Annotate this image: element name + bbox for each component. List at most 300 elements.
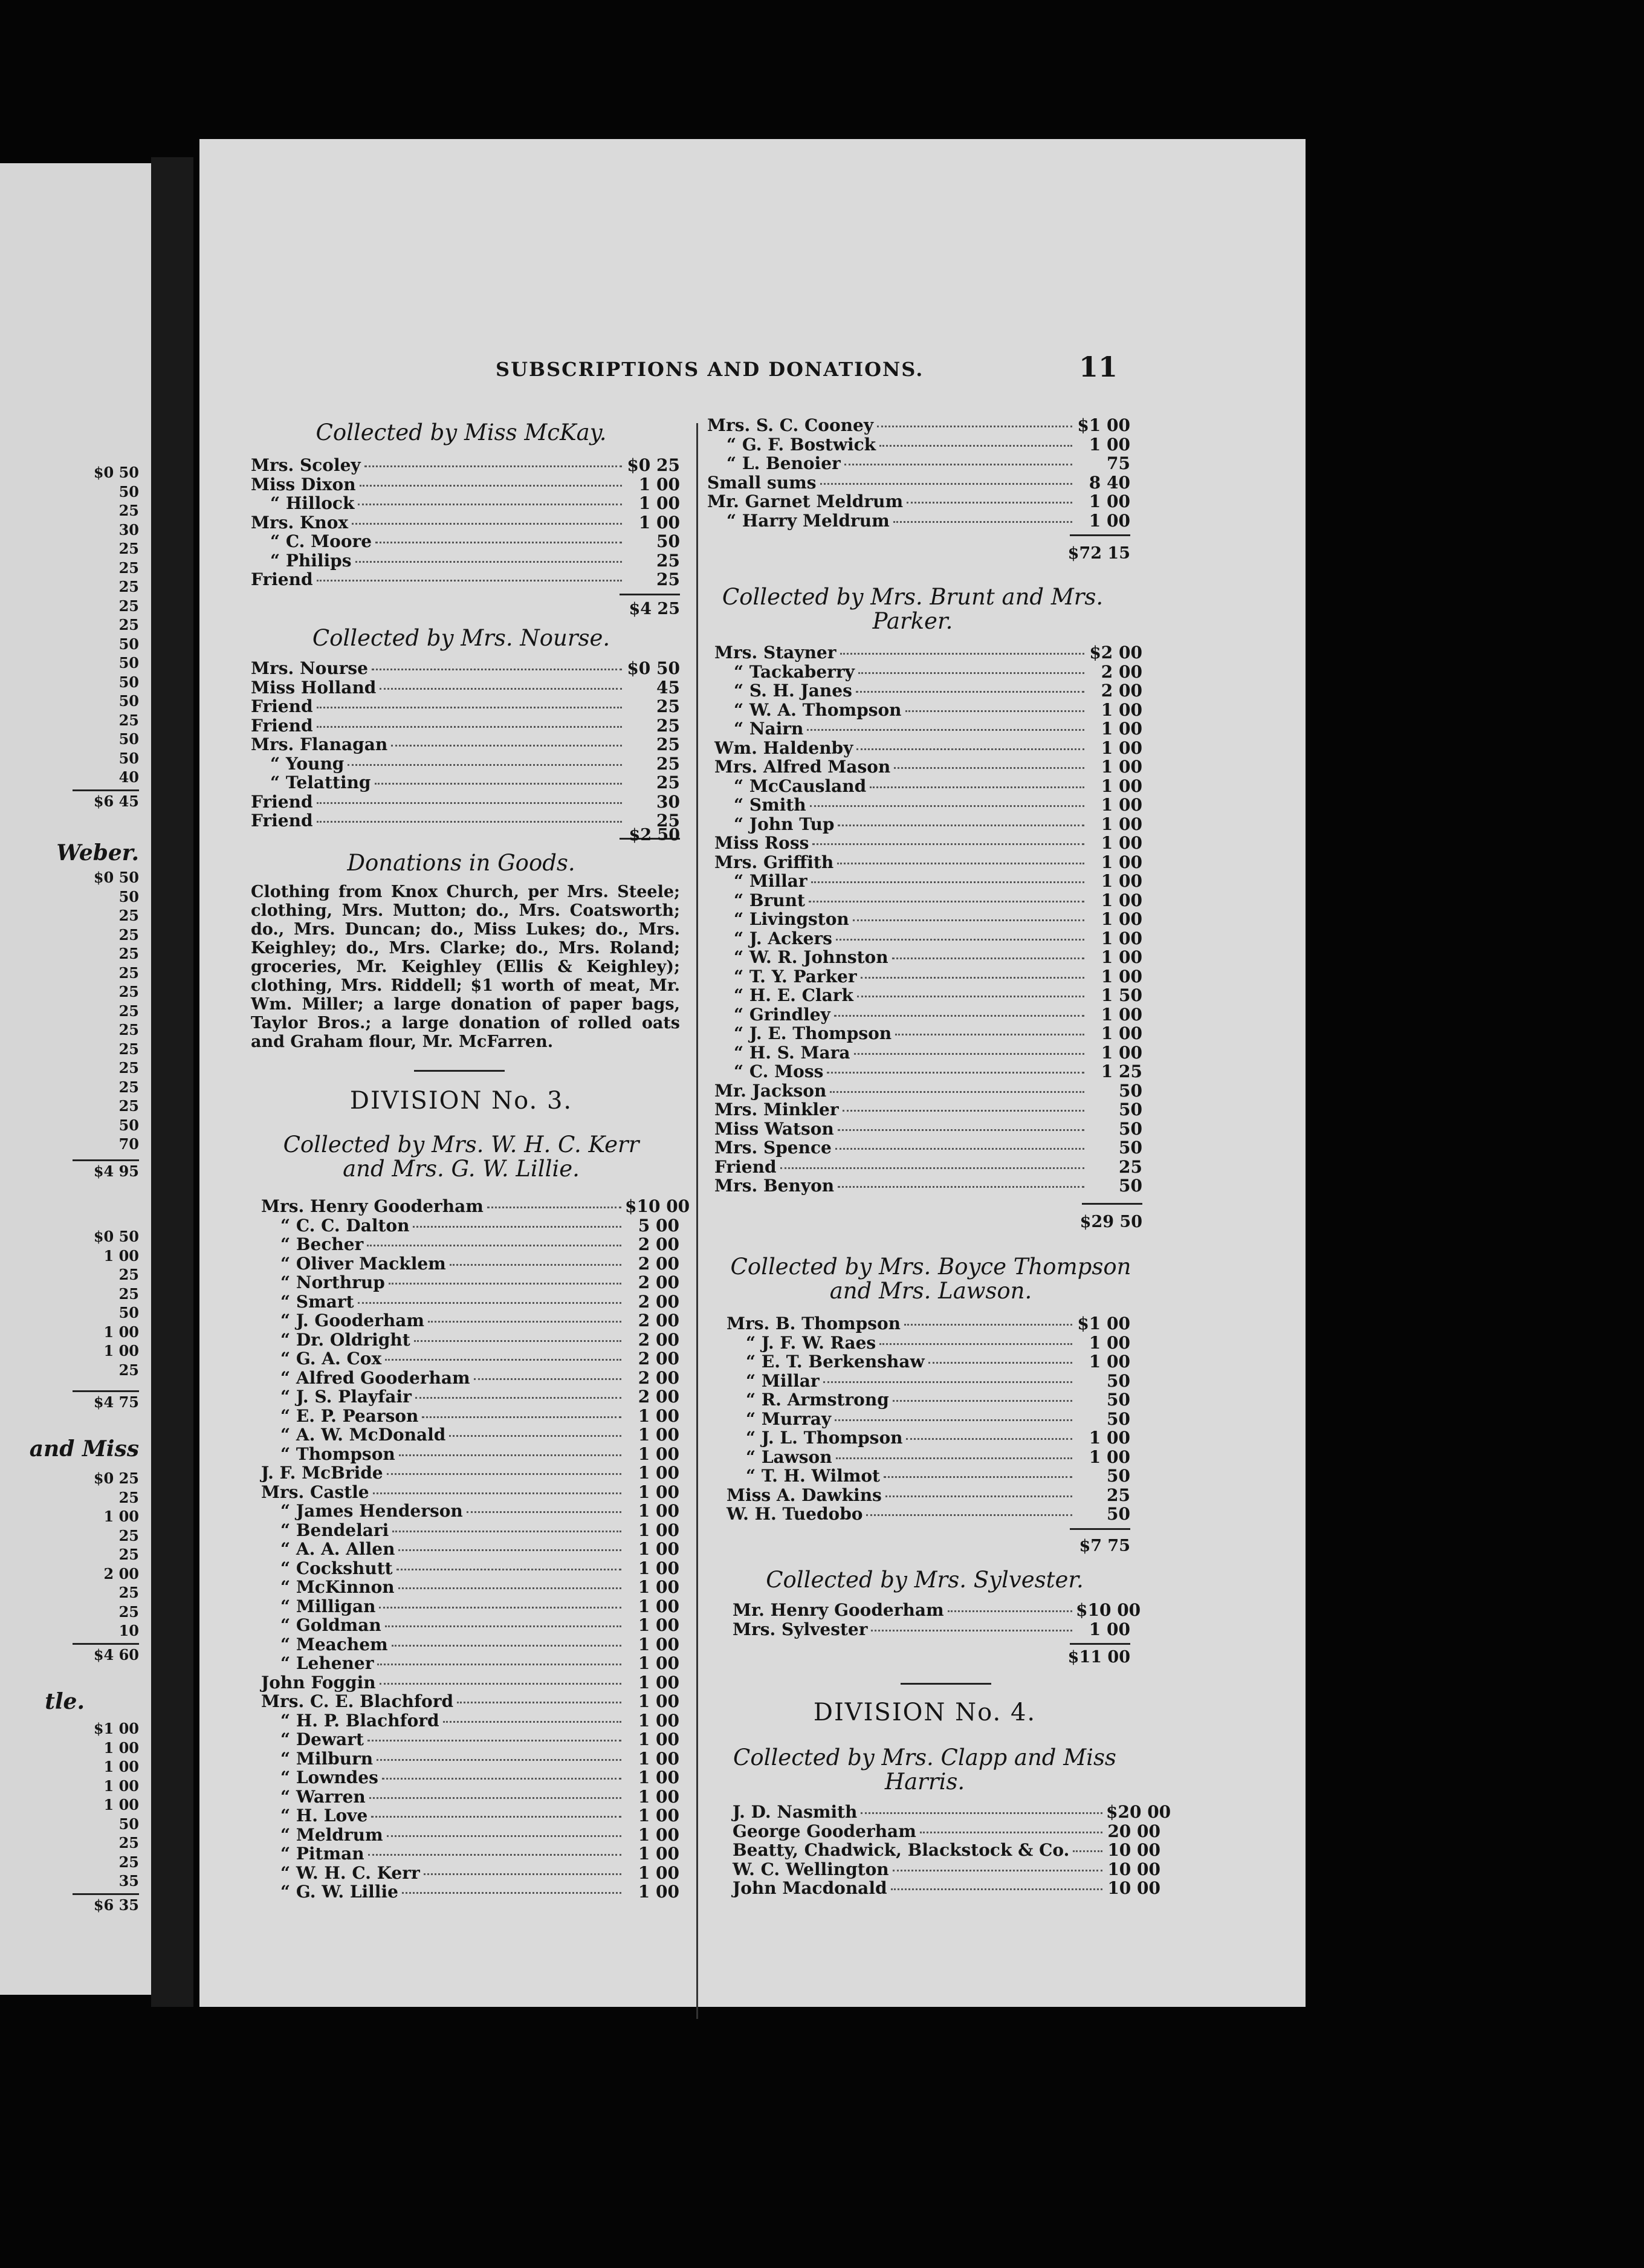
donor-name: “ W. A. Thompson bbox=[734, 699, 902, 720]
donor-name: “ T. H. Wilmot bbox=[746, 1466, 880, 1486]
left-amount: 70 bbox=[118, 1135, 139, 1153]
divider bbox=[73, 1390, 139, 1392]
donor-name: Mr. Garnet Meldrum bbox=[707, 491, 904, 511]
donor-name: “ Northrup bbox=[280, 1272, 385, 1292]
amount: 2 00 bbox=[638, 1387, 679, 1407]
list-item bbox=[733, 1822, 1160, 1841]
donor-name: “ S. H. Janes bbox=[734, 681, 852, 701]
amount: 50 bbox=[1107, 1370, 1130, 1391]
left-amount: $0 25 bbox=[93, 1469, 139, 1487]
amount: 2 00 bbox=[1101, 661, 1142, 682]
list-continued bbox=[707, 416, 1130, 530]
amount: 1 00 bbox=[1101, 719, 1142, 739]
left-amount: 25 bbox=[118, 925, 139, 944]
dot-leader bbox=[823, 1381, 1072, 1383]
list-mckay bbox=[251, 456, 680, 589]
dot-leader bbox=[355, 561, 622, 563]
amount: 1 00 bbox=[1101, 1023, 1142, 1043]
dot-leader bbox=[811, 881, 1084, 883]
dot-leader bbox=[854, 1053, 1084, 1055]
dot-leader bbox=[905, 710, 1084, 712]
left-amount: 25 bbox=[118, 1097, 139, 1115]
list-item bbox=[251, 532, 680, 551]
amount: 75 bbox=[1107, 453, 1130, 473]
left-amount: 25 bbox=[118, 1266, 139, 1283]
dot-leader bbox=[879, 445, 1072, 447]
amount: 50 bbox=[1119, 1118, 1142, 1139]
list-item bbox=[261, 1311, 679, 1330]
dot-leader bbox=[372, 669, 622, 670]
left-amount: 50 bbox=[118, 692, 139, 710]
heading-goods: Donations in Goods. bbox=[347, 850, 575, 876]
donor-name: “ E. P. Pearson bbox=[280, 1405, 419, 1426]
heading-brunt: Collected by Mrs. Brunt and Mrs. Parker. bbox=[722, 584, 1104, 634]
dot-leader bbox=[861, 1812, 1102, 1814]
dot-leader bbox=[837, 863, 1084, 864]
donor-name: Mr. Henry Gooderham bbox=[733, 1600, 944, 1620]
amount: 1 00 bbox=[638, 512, 680, 533]
heading-nourse: Collected by Mrs. Nourse. bbox=[312, 625, 610, 651]
donor-name: George Gooderham bbox=[733, 1821, 916, 1841]
dot-leader bbox=[380, 688, 622, 690]
amount: 1 00 bbox=[1101, 947, 1142, 967]
list-item bbox=[714, 681, 1142, 701]
dot-leader bbox=[891, 1888, 1102, 1890]
amount: 1 00 bbox=[1101, 890, 1142, 910]
list-item bbox=[251, 716, 680, 736]
amount: 1 00 bbox=[638, 1824, 679, 1845]
list-brunt bbox=[714, 643, 1142, 1196]
donor-name: Miss Ross bbox=[714, 833, 809, 853]
left-total-4: $4 60 bbox=[93, 1646, 139, 1664]
donor-name: “ H. P. Blachford bbox=[280, 1710, 439, 1731]
heading-div3: Collected by Mrs. W. H. C. Kerr and Mrs. G. W. Lillie. bbox=[283, 1132, 639, 1182]
amount: 1 00 bbox=[1101, 776, 1142, 796]
donor-name: “ H. S. Mara bbox=[734, 1042, 850, 1063]
list-item bbox=[251, 773, 680, 792]
dot-leader bbox=[398, 1587, 621, 1589]
donor-name: J. F. McBride bbox=[261, 1463, 383, 1483]
list-item bbox=[727, 1352, 1130, 1372]
amount: $1 00 bbox=[1077, 1314, 1130, 1333]
list-item bbox=[261, 1787, 679, 1807]
donor-name: “ J. F. W. Raes bbox=[746, 1332, 876, 1353]
donor-name: Friend bbox=[251, 569, 313, 589]
dot-leader bbox=[424, 1873, 621, 1875]
amount: 10 00 bbox=[1107, 1859, 1160, 1879]
dot-leader bbox=[866, 1514, 1072, 1516]
amount: 2 00 bbox=[1101, 681, 1142, 701]
left-amount: 25 bbox=[118, 1002, 139, 1020]
list-item bbox=[707, 435, 1130, 455]
amount: 50 bbox=[1107, 1390, 1130, 1410]
list-item bbox=[714, 1024, 1142, 1043]
donor-name: “ Lowndes bbox=[280, 1767, 378, 1787]
list-item bbox=[714, 1138, 1142, 1158]
donor-name: “ Meldrum bbox=[280, 1824, 383, 1845]
list-item bbox=[251, 697, 680, 716]
donor-name: “ Smart bbox=[280, 1291, 354, 1312]
left-page-fragment bbox=[0, 163, 151, 1995]
amount: 1 00 bbox=[638, 1672, 679, 1693]
donor-name: Mrs. C. E. Blachford bbox=[261, 1691, 454, 1711]
list-item bbox=[714, 891, 1142, 910]
amount: 1 00 bbox=[1101, 699, 1142, 720]
list-item bbox=[261, 1826, 679, 1845]
divider bbox=[1070, 534, 1130, 536]
left-amount: 35 bbox=[118, 1872, 139, 1890]
donor-name: “ John Tup bbox=[734, 814, 835, 834]
donor-name: “ Murray bbox=[746, 1408, 832, 1429]
list-item bbox=[251, 792, 680, 812]
left-amount: 50 bbox=[118, 1815, 139, 1833]
amount: 20 00 bbox=[1107, 1821, 1160, 1841]
donor-name: “ L. Benoier bbox=[727, 453, 841, 473]
amount: 1 00 bbox=[1101, 737, 1142, 758]
list-item bbox=[714, 1158, 1142, 1177]
list-item bbox=[251, 456, 680, 475]
left-amount: 25 bbox=[118, 502, 139, 519]
divider bbox=[1070, 1643, 1130, 1645]
list-item bbox=[714, 1005, 1142, 1025]
amount: 1 00 bbox=[1089, 510, 1130, 531]
amount: 25 bbox=[656, 811, 680, 831]
amount: 1 00 bbox=[1101, 833, 1142, 853]
list-item bbox=[261, 1616, 679, 1635]
left-total-5: $6 35 bbox=[93, 1896, 139, 1914]
left-amount: $0 50 bbox=[93, 464, 139, 481]
left-amount: 25 bbox=[118, 559, 139, 577]
amount: 1 00 bbox=[638, 1729, 679, 1749]
amount: 10 00 bbox=[1107, 1840, 1160, 1860]
donor-name: Mrs. Stayner bbox=[714, 643, 837, 663]
list-item bbox=[261, 1749, 679, 1769]
donor-name: “ Hillock bbox=[270, 493, 355, 513]
dot-leader bbox=[835, 1419, 1072, 1421]
list-item bbox=[727, 1486, 1130, 1505]
left-amount: 1 00 bbox=[103, 1738, 139, 1757]
donor-name: “ Millar bbox=[746, 1370, 820, 1391]
donor-name: “ J. L. Thompson bbox=[746, 1428, 903, 1448]
amount: 1 00 bbox=[1101, 757, 1142, 777]
donor-name: “ Smith bbox=[734, 795, 806, 815]
dot-leader bbox=[948, 1610, 1072, 1612]
dot-leader bbox=[904, 1324, 1072, 1326]
donor-name: “ E. T. Berkenshaw bbox=[746, 1352, 925, 1372]
dot-leader bbox=[834, 1015, 1084, 1017]
dot-leader bbox=[380, 1683, 621, 1685]
division-4-title: DIVISION No. 4. bbox=[813, 1699, 1037, 1726]
dot-leader bbox=[367, 1245, 621, 1246]
dot-leader bbox=[844, 464, 1072, 465]
dot-leader bbox=[352, 523, 622, 525]
donor-name: Friend bbox=[251, 696, 313, 716]
donor-name: Friend bbox=[714, 1156, 777, 1177]
divider bbox=[414, 1070, 505, 1072]
heading-mckay: Collected by Miss McKay. bbox=[316, 420, 607, 446]
donor-name: Mrs. Minkler bbox=[714, 1100, 839, 1119]
dot-leader bbox=[870, 786, 1084, 788]
dot-leader bbox=[893, 1400, 1072, 1402]
list-item bbox=[261, 1692, 679, 1711]
amount: 1 00 bbox=[638, 1748, 679, 1769]
list-item bbox=[727, 1466, 1130, 1486]
donor-name: “ J. Gooderham bbox=[280, 1311, 424, 1330]
left-amount: 25 bbox=[118, 1021, 139, 1038]
amount: 1 00 bbox=[638, 1520, 679, 1540]
donor-name: “ McCausland bbox=[734, 776, 867, 796]
left-amount: $0 50 bbox=[93, 869, 139, 886]
list-item bbox=[714, 1062, 1142, 1081]
list-item bbox=[714, 777, 1142, 796]
left-column-block-3 bbox=[48, 1227, 139, 1379]
left-amount: $0 50 bbox=[93, 1228, 139, 1245]
list-item bbox=[261, 1540, 679, 1559]
list-nourse bbox=[251, 659, 680, 831]
dot-leader bbox=[877, 426, 1072, 427]
list-item bbox=[261, 1806, 679, 1826]
left-amount: 50 bbox=[118, 635, 139, 653]
book-spine bbox=[151, 157, 193, 2007]
dot-leader bbox=[367, 1740, 621, 1742]
donor-name: “ McKinnon bbox=[280, 1577, 395, 1597]
left-amount: 50 bbox=[118, 654, 139, 672]
amount: 1 00 bbox=[638, 493, 680, 513]
dot-leader bbox=[389, 1283, 621, 1285]
list-item bbox=[251, 678, 680, 698]
donor-name: Friend bbox=[251, 791, 313, 812]
left-amount: 25 bbox=[118, 907, 139, 924]
heading-boyce: Collected by Mrs. Boyce Thompson and Mrs. Lawson. bbox=[730, 1254, 1131, 1304]
donor-name: “ Dewart bbox=[280, 1729, 364, 1749]
dot-leader bbox=[317, 726, 622, 728]
list-item bbox=[261, 1235, 679, 1254]
dot-leader bbox=[810, 805, 1084, 807]
amount: 1 00 bbox=[638, 1577, 679, 1597]
donor-name: John Foggin bbox=[261, 1672, 376, 1693]
left-amount: 25 bbox=[118, 616, 139, 633]
donor-name: Mrs. Benyon bbox=[714, 1176, 835, 1196]
amount: 1 00 bbox=[638, 1653, 679, 1673]
dot-leader bbox=[835, 1148, 1084, 1150]
amount: 50 bbox=[1119, 1138, 1142, 1158]
list-item bbox=[251, 513, 680, 533]
donor-name: “ Alfred Gooderham bbox=[280, 1367, 470, 1388]
list-item bbox=[707, 454, 1130, 473]
dot-leader bbox=[487, 1207, 621, 1208]
left-amount: 25 bbox=[118, 540, 139, 557]
list-item bbox=[714, 739, 1142, 758]
list-item bbox=[261, 1578, 679, 1597]
amount: 1 50 bbox=[1101, 985, 1142, 1005]
donor-name: Miss Holland bbox=[251, 677, 377, 698]
list-item bbox=[261, 1425, 679, 1445]
amount: $1 00 bbox=[1077, 415, 1130, 435]
donor-name: “ Nairn bbox=[734, 719, 804, 739]
amount: 1 00 bbox=[638, 1615, 679, 1635]
left-amount: 40 bbox=[118, 768, 139, 786]
donor-name: “ C. C. Dalton bbox=[280, 1215, 410, 1236]
amount: 2 00 bbox=[638, 1272, 679, 1292]
dot-leader bbox=[894, 767, 1084, 769]
dot-leader bbox=[414, 1340, 621, 1342]
dot-leader bbox=[387, 1473, 621, 1475]
list-item bbox=[714, 853, 1142, 872]
list-item bbox=[714, 1119, 1142, 1139]
donor-name: “ Cockshutt bbox=[280, 1558, 393, 1578]
dot-leader bbox=[348, 764, 622, 766]
amount: 1 00 bbox=[638, 1767, 679, 1787]
amount: 25 bbox=[656, 734, 680, 754]
list-item bbox=[727, 1372, 1130, 1391]
left-amount: 25 bbox=[118, 1602, 139, 1621]
list-item bbox=[714, 986, 1142, 1005]
amount: 30 bbox=[656, 791, 680, 812]
dot-leader bbox=[375, 542, 622, 543]
donor-name: Miss Dixon bbox=[251, 474, 356, 494]
left-amount: 10 bbox=[118, 1622, 139, 1639]
dot-leader bbox=[885, 1495, 1072, 1497]
list-item bbox=[261, 1502, 679, 1521]
list-item bbox=[251, 754, 680, 774]
amount: 1 00 bbox=[1089, 491, 1130, 511]
list-item bbox=[261, 1711, 679, 1731]
amount: 2 00 bbox=[638, 1234, 679, 1254]
amount: $0 50 bbox=[627, 658, 680, 678]
list-item bbox=[261, 1407, 679, 1426]
list-item bbox=[251, 570, 680, 589]
donor-name: “ A. W. McDonald bbox=[280, 1425, 446, 1445]
dot-leader bbox=[358, 504, 622, 505]
list-item bbox=[261, 1273, 679, 1292]
left-column-block-4 bbox=[48, 1469, 139, 1641]
left-amount: 25 bbox=[118, 1546, 139, 1563]
amount: 1 00 bbox=[638, 1710, 679, 1731]
left-amount: 50 bbox=[118, 1304, 139, 1321]
amount: 25 bbox=[1107, 1485, 1130, 1505]
dot-leader bbox=[358, 1302, 621, 1304]
amount: 1 00 bbox=[638, 1862, 679, 1883]
donor-name: Wm. Haldenby bbox=[714, 737, 853, 758]
amount: 1 00 bbox=[1101, 852, 1142, 872]
donor-name: “ Livingston bbox=[734, 909, 849, 929]
dot-leader bbox=[364, 465, 622, 467]
list-item bbox=[714, 834, 1142, 853]
list-item bbox=[727, 1390, 1130, 1410]
amount: 5 00 bbox=[638, 1215, 679, 1236]
left-amount: 1 00 bbox=[103, 1796, 139, 1813]
amount: 50 bbox=[1107, 1504, 1130, 1524]
list-item bbox=[261, 1521, 679, 1540]
left-amount: 25 bbox=[118, 711, 139, 729]
dot-leader bbox=[827, 1072, 1084, 1074]
left-amount: 25 bbox=[118, 597, 139, 615]
amount: $10 00 bbox=[625, 1196, 690, 1216]
dot-leader bbox=[857, 996, 1084, 997]
list-item bbox=[261, 1559, 679, 1578]
donor-name: “ G. W. Lillie bbox=[280, 1882, 398, 1902]
amount: 1 00 bbox=[1089, 1332, 1130, 1353]
dot-leader bbox=[838, 1186, 1084, 1188]
list-item bbox=[714, 872, 1142, 891]
dot-leader bbox=[812, 843, 1084, 845]
list-item bbox=[714, 719, 1142, 739]
dot-leader bbox=[450, 1264, 621, 1266]
left-total-1: $6 45 bbox=[93, 792, 139, 810]
list-item bbox=[251, 659, 680, 678]
donor-name: Miss Watson bbox=[714, 1118, 834, 1139]
donor-name: “ Meachem bbox=[280, 1634, 388, 1654]
total-nourse: $2 50 bbox=[629, 826, 680, 844]
amount: 1 00 bbox=[1089, 1352, 1130, 1372]
total-brunt: $29 50 bbox=[1079, 1213, 1142, 1231]
dot-leader bbox=[858, 672, 1084, 674]
list-item bbox=[714, 1081, 1142, 1101]
donor-name: Mrs. Nourse bbox=[251, 658, 368, 678]
divider bbox=[1070, 1528, 1130, 1530]
donor-name: Mrs. Griffith bbox=[714, 852, 834, 872]
dot-leader bbox=[385, 1625, 621, 1627]
left-heading-2: Weber. bbox=[56, 840, 139, 866]
amount: 2 00 bbox=[638, 1291, 679, 1312]
divider bbox=[1082, 1203, 1142, 1205]
list-item bbox=[261, 1730, 679, 1749]
donor-name: “ H. E. Clark bbox=[734, 985, 853, 1005]
donor-name: Friend bbox=[251, 715, 313, 736]
amount: 2 00 bbox=[638, 1311, 679, 1330]
donor-name: “ Goldman bbox=[280, 1615, 381, 1635]
dot-leader bbox=[856, 748, 1084, 750]
amount: 50 bbox=[656, 531, 680, 551]
list-item bbox=[714, 910, 1142, 929]
amount: 25 bbox=[656, 773, 680, 792]
dot-leader bbox=[392, 1531, 621, 1532]
amount: $2 00 bbox=[1089, 643, 1142, 663]
dot-leader bbox=[474, 1378, 621, 1380]
dot-leader bbox=[317, 821, 622, 823]
amount: 50 bbox=[1119, 1100, 1142, 1119]
list-item bbox=[714, 1176, 1142, 1196]
list-div4 bbox=[733, 1802, 1171, 1898]
amount: 25 bbox=[656, 753, 680, 774]
amount: 10 00 bbox=[1107, 1878, 1160, 1898]
donor-name: “ C. Moore bbox=[270, 531, 372, 551]
donor-name: Mr. Jackson bbox=[714, 1080, 827, 1101]
left-amount: 25 bbox=[118, 1059, 139, 1077]
left-amount: 1 00 bbox=[103, 1323, 139, 1341]
list-item bbox=[733, 1620, 1130, 1639]
dot-leader bbox=[428, 1321, 621, 1323]
left-amount: 50 bbox=[118, 673, 139, 691]
amount: 50 bbox=[1107, 1408, 1130, 1429]
dot-leader bbox=[467, 1511, 621, 1513]
dot-leader bbox=[879, 1343, 1072, 1345]
left-amount: 30 bbox=[118, 520, 139, 539]
list-item bbox=[261, 1673, 679, 1693]
amount: $20 00 bbox=[1106, 1802, 1171, 1822]
donor-name: Mrs. Alfred Mason bbox=[714, 757, 891, 777]
list-item bbox=[261, 1330, 679, 1350]
left-amount: 25 bbox=[118, 1361, 139, 1379]
amount: 1 00 bbox=[1089, 1447, 1130, 1467]
amount: 1 00 bbox=[638, 1443, 679, 1464]
left-amount: 25 bbox=[118, 1853, 139, 1871]
amount: 25 bbox=[656, 569, 680, 589]
dot-leader bbox=[375, 783, 622, 785]
division-3-title: DIVISION No. 3. bbox=[349, 1087, 573, 1115]
donor-name: Mrs. Knox bbox=[251, 512, 349, 533]
list-item bbox=[261, 1635, 679, 1654]
